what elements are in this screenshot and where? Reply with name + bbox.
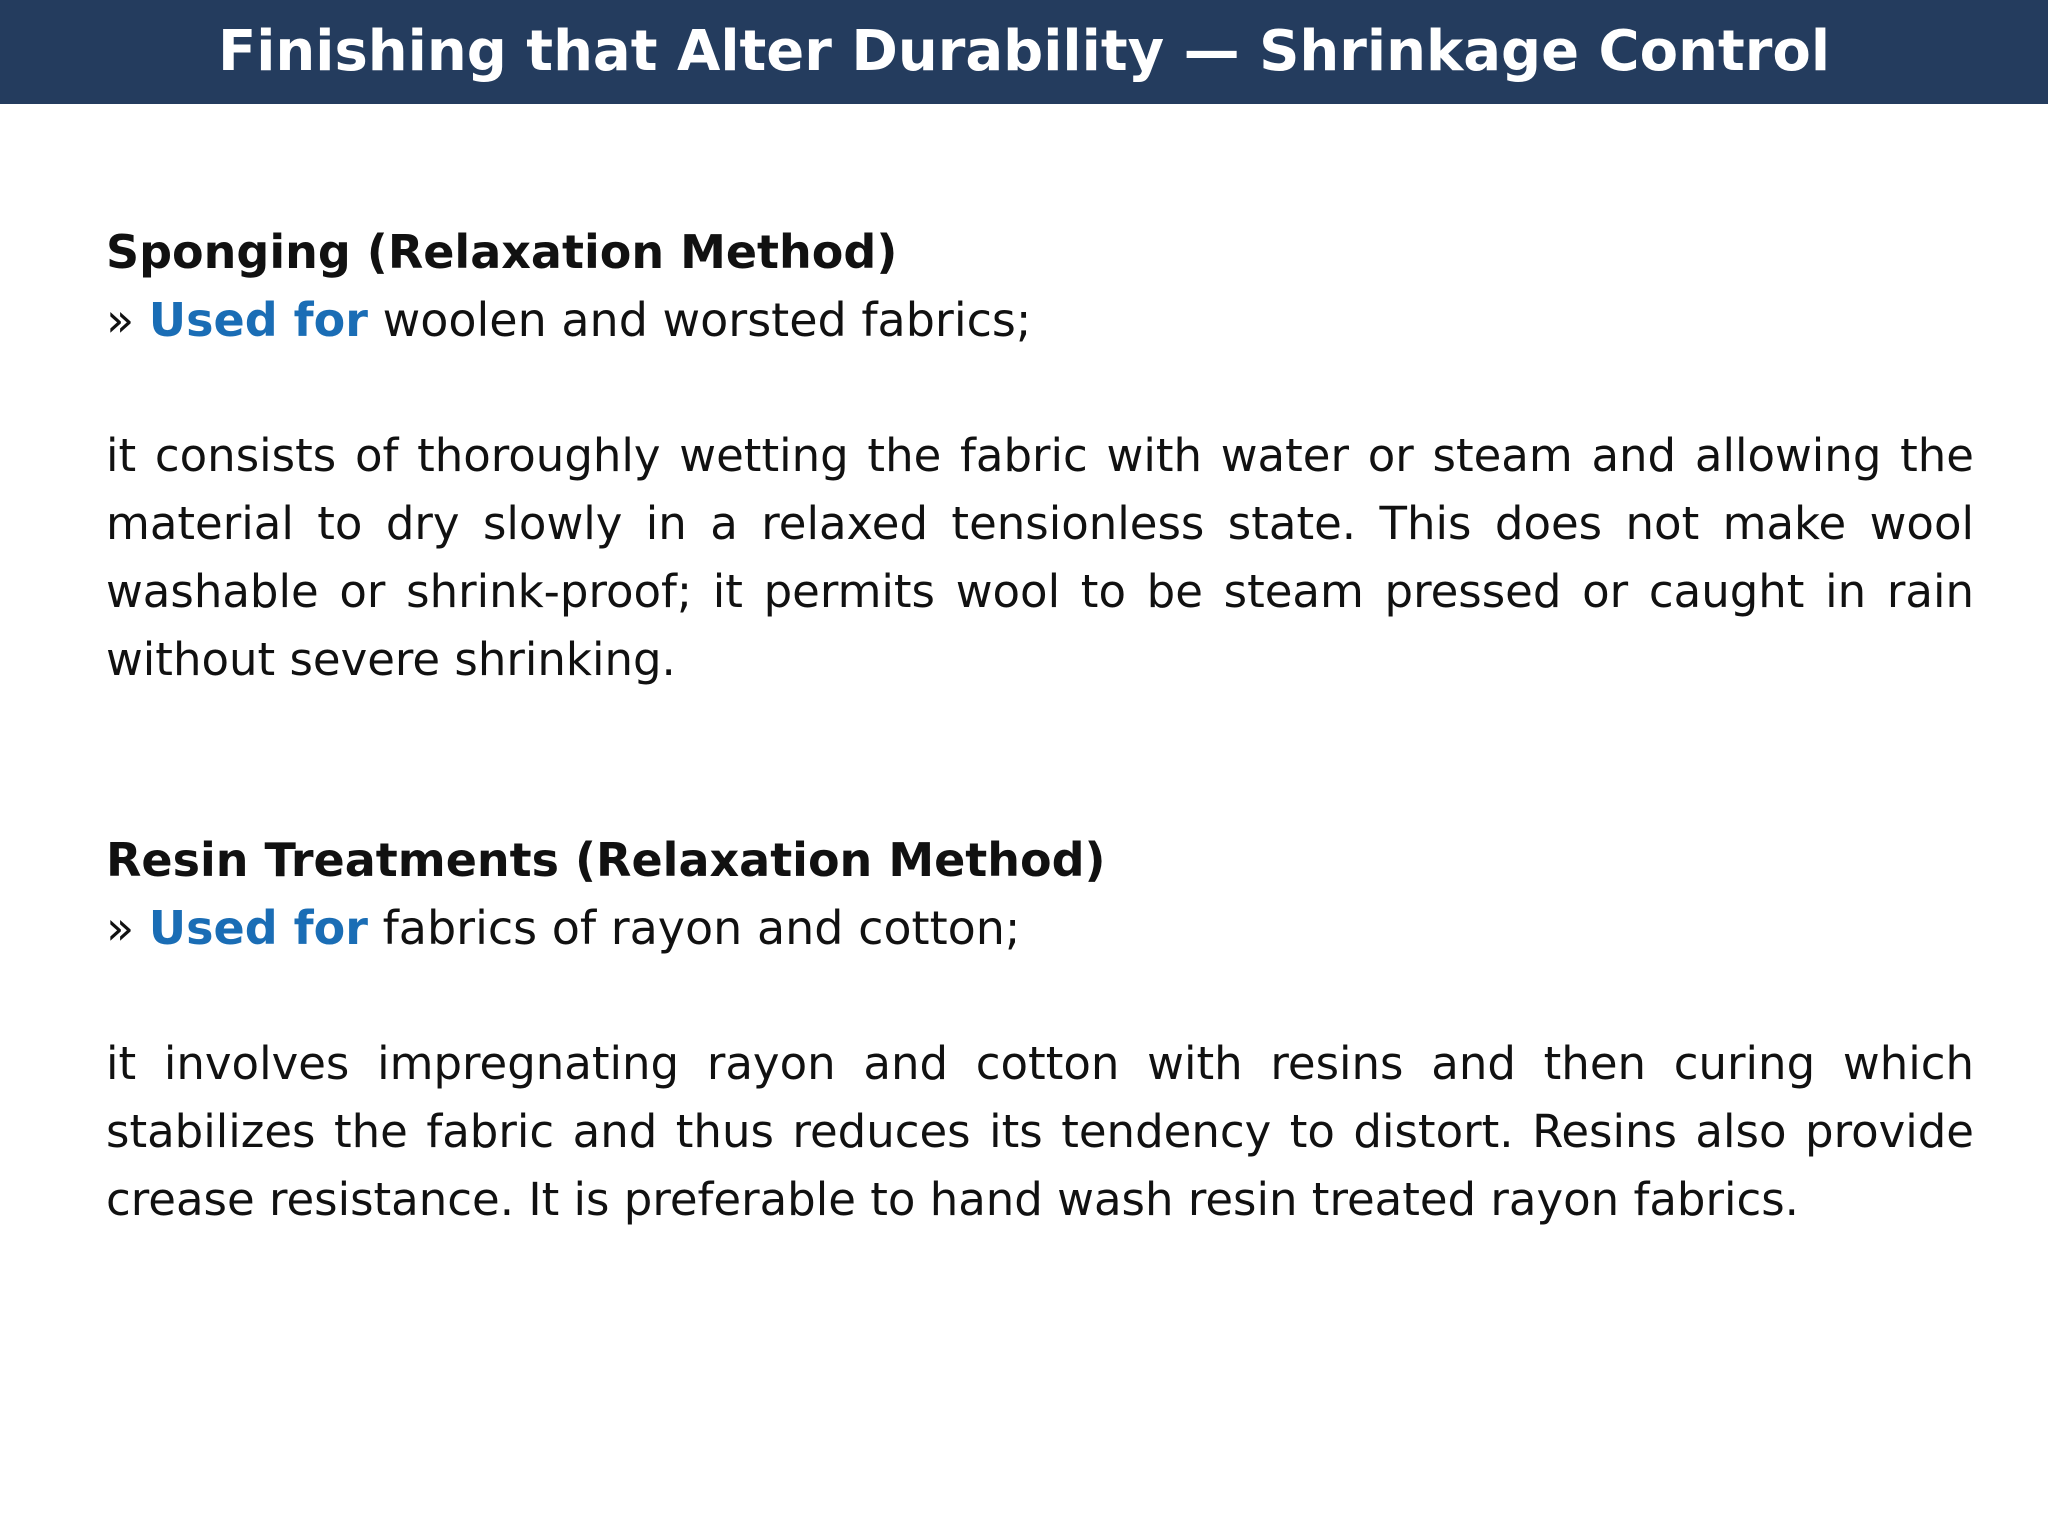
used-for-line bbox=[106, 286, 1974, 354]
slide-title: Finishing that Alter Durability — Shrinkage Control bbox=[217, 19, 1831, 84]
used-for-label: Used for bbox=[148, 293, 368, 347]
bullet-glyph: » bbox=[106, 293, 135, 347]
bullet-glyph: » bbox=[106, 901, 135, 955]
used-for-text: woolen and worsted fabrics; bbox=[367, 293, 1032, 347]
section-resin-treatments bbox=[106, 826, 1974, 1234]
slide-content bbox=[106, 218, 1974, 1234]
section-heading: Sponging (Relaxation Method) bbox=[106, 225, 898, 279]
title-bar bbox=[0, 0, 2048, 104]
used-for-line bbox=[106, 894, 1974, 962]
section-body: it consists of thoroughly wetting the fabric with water or steam and allowing the material to dry slowly in a relaxed tensionless state. This does not make wool washable or shrink-proof; it permits wool to be steam pressed or caught in rain without severe shrinking. bbox=[106, 429, 1974, 686]
section-sponging bbox=[106, 218, 1974, 694]
section-body: it involves impregnating rayon and cotton with resins and then curing which stabilizes the fabric and thus reduces its tendency to distort. Resins also provide crease resistance. It is preferable to hand wash resin treated rayon fabrics. bbox=[106, 1037, 1974, 1226]
used-for-label: Used for bbox=[148, 901, 368, 955]
used-for-text: fabrics of rayon and cotton; bbox=[367, 901, 1021, 955]
section-heading: Resin Treatments (Relaxation Method) bbox=[106, 833, 1106, 887]
